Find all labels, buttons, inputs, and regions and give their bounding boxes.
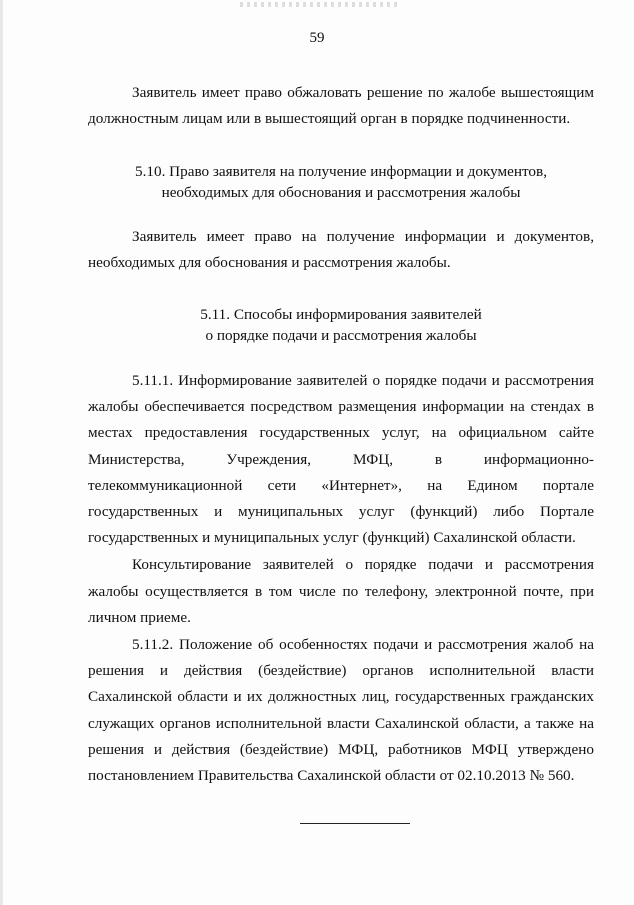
section-5-11-body-block: [88, 368, 594, 789]
section-5-11-2-paragraph: 5.11.2. Положение об особенностях подачи и рассмотрения жалоб на решения и действия (бездействие) органов исполнительной власти Сахалинской области и их должностных лиц, государственных гражданских служащих органов исполнительной власти Сахалинской области, а также на решения и действия (бездействие) МФЦ, работников МФЦ утверждено постановлением Правительства Сахалинской области от 02.10.2013 № 560.: [88, 636, 594, 785]
section-5-11-title-line2: о порядке подачи и рассмотрения жалобы: [205, 327, 477, 344]
section-5-10-paragraph: Заявитель имеет право на получение информации и документов, необходимых для обоснования и рассмотрения жалобы.: [88, 228, 594, 272]
section-5-11-title-line1: 5.11. Способы информирования заявителей: [200, 306, 482, 323]
closing-rule: [300, 823, 410, 824]
scan-edge-shadow: [0, 0, 3, 905]
section-5-11-1-paragraph: 5.11.1. Информирование заявителей о порядке подачи и рассмотрения жалобы обеспечивается посредством размещения информации на стендах в местах предоставления государственных услуг, на официальном сайте Министерства, Учреждения, МФЦ, в информационно-телекоммуникационной сети «Интернет», на Едином портале государственных и муниципальных услуг (функций) либо Портале государственных и муниципальных услуг (функций) Сахалинской области.: [88, 372, 594, 547]
section-5-11-heading: [88, 304, 594, 346]
scan-artifact: [240, 2, 400, 7]
section-5-10-body-block: [88, 224, 594, 276]
consulting-paragraph: Консультирование заявителей о порядке подачи и рассмотрения жалобы осуществляется в том числе по телефону, электронной почте, при личном приеме.: [88, 556, 594, 626]
intro-paragraph-block: [88, 80, 594, 132]
section-5-10-title-line1: 5.10. Право заявителя на получение информации и документов,: [135, 163, 547, 180]
page-number: 59: [309, 30, 325, 46]
section-5-10-title-line2: необходимых для обоснования и рассмотрения жалобы: [161, 184, 521, 201]
section-5-10-heading: [88, 161, 594, 203]
intro-paragraph: Заявитель имеет право обжаловать решение по жалобе вышестоящим должностным лицам или в вышестоящий орган в порядке подчиненности.: [88, 84, 594, 128]
